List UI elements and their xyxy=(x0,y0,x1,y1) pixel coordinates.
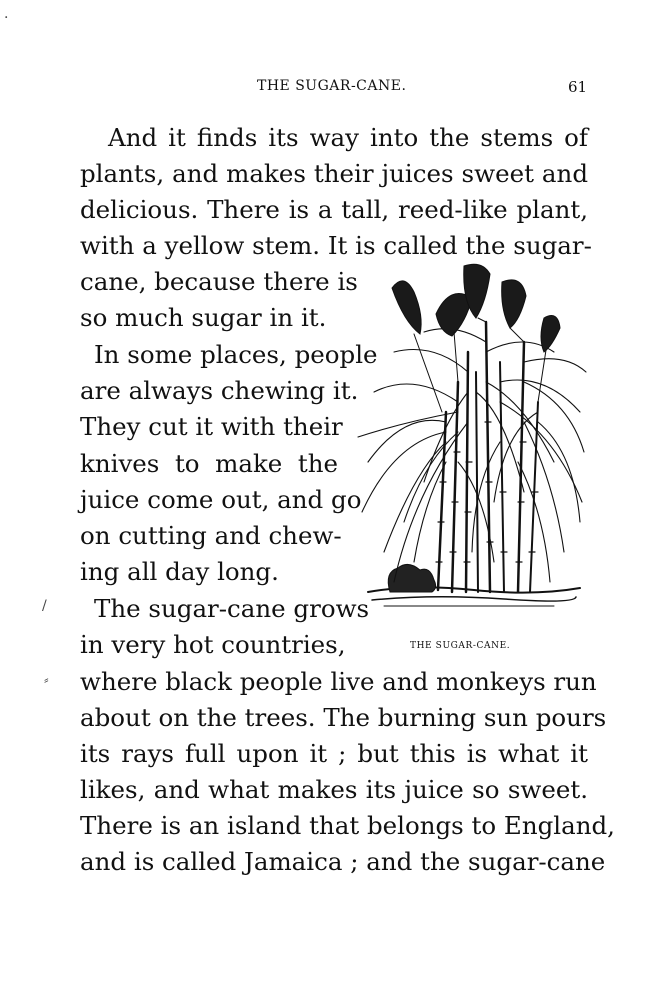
text-line: They cut it with their xyxy=(80,412,343,441)
text-line: juice come out, and go xyxy=(80,485,362,514)
text-line: about on the trees. The burning sun pours xyxy=(80,703,607,732)
text-line: cane, because there is xyxy=(80,267,358,296)
text-line: plants, and makes their juices sweet and xyxy=(80,159,588,188)
text-line: The sugar-cane grows xyxy=(94,594,370,623)
text-line: with a yellow stem. It is called the sugar- xyxy=(80,231,592,260)
text-line: so much sugar in it. xyxy=(80,303,327,332)
text-line: likes, and what makes its juice so sweet. xyxy=(80,775,588,804)
figure-caption: THE SUGAR-CANE. xyxy=(410,641,511,651)
text-line: in very hot countries, xyxy=(80,630,346,659)
text-line: where black people live and monkeys run xyxy=(80,667,597,696)
text-line: and is called Jamaica ; and the sugar-cane xyxy=(80,847,606,876)
sugar-cane-engraving xyxy=(354,262,588,620)
text-line: In some places, people xyxy=(94,340,378,369)
running-title: THE SUGAR-CANE. xyxy=(257,78,407,94)
text-line: delicious. There is a tall, reed-like plant, xyxy=(80,195,588,224)
text-line: its rays full upon it ; but this is what it xyxy=(80,739,588,768)
running-header xyxy=(0,78,655,102)
margin-speck: · xyxy=(4,10,9,26)
sugar-cane-illustration xyxy=(354,262,588,620)
text-line: There is an island that belongs to England, xyxy=(80,811,615,840)
text-line: ing all day long. xyxy=(80,557,279,586)
text-line: are always chewing it. xyxy=(80,376,359,405)
text-line: knives to make the xyxy=(80,449,338,478)
margin-mark: ⸗ xyxy=(44,672,49,688)
page-number: 61 xyxy=(568,78,588,96)
margin-mark: / xyxy=(42,598,47,614)
text-line: And it finds its way into the stems of xyxy=(108,123,588,152)
text-line: on cutting and chew- xyxy=(80,521,342,550)
